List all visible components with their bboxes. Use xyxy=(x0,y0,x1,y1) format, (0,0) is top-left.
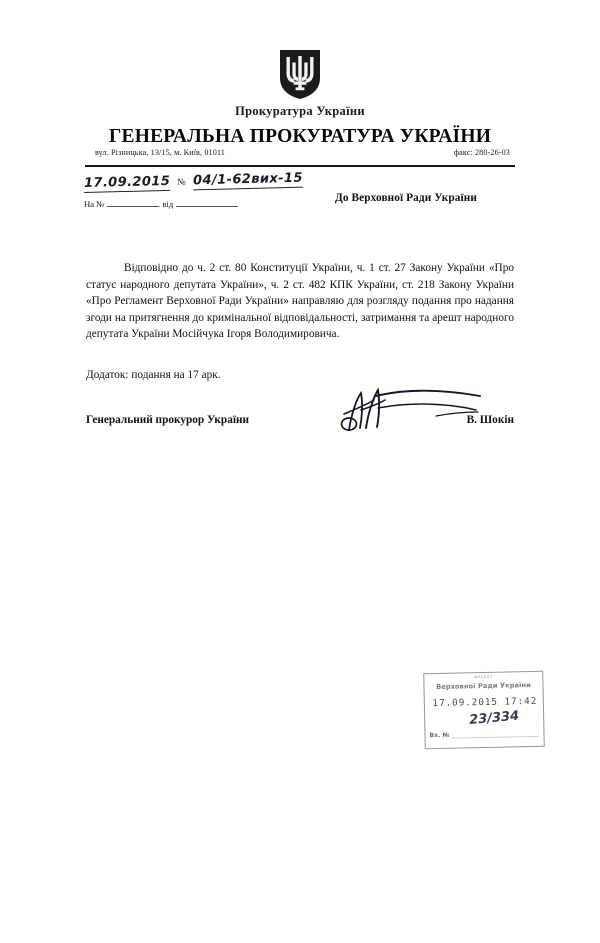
stamp-header: Апарат xyxy=(473,674,493,681)
incoming-stamp xyxy=(423,671,545,749)
ukraine-trident-emblem-icon xyxy=(278,48,322,100)
reply-number-label: На № xyxy=(84,199,105,209)
reply-number-blank xyxy=(107,198,159,207)
stamp-datetime: 17.09.2015 17:42 xyxy=(432,695,538,710)
signatory-title: Генеральний прокурор України xyxy=(86,414,249,426)
organization-name: Прокуратура України xyxy=(235,104,365,118)
postal-address: вул. Різницька, 13/15, м. Київ, 01011 xyxy=(95,148,225,157)
reply-date-label: від xyxy=(162,199,174,209)
addressee: До Верховної Ради України xyxy=(335,192,477,204)
attachment-note: Додаток: подання на 17 арк. xyxy=(86,369,221,381)
number-symbol-label: № xyxy=(177,176,187,187)
stamp-incoming-label: Вх. № xyxy=(429,731,450,740)
reply-reference-line xyxy=(84,198,334,209)
stamp-incoming-rule xyxy=(453,736,539,739)
outgoing-date-handwritten: 17.09.2015 xyxy=(83,173,171,191)
letterhead-contact-row xyxy=(95,148,510,157)
signature-row xyxy=(86,414,514,426)
stamp-incoming-number: 23/334 xyxy=(468,708,520,729)
reply-date-blank xyxy=(176,198,238,207)
letterhead xyxy=(0,48,600,148)
reference-handwritten-line xyxy=(84,170,334,191)
stamp-organization: Верховної Ради України xyxy=(436,681,531,691)
fax-number: факс: 280-26-03 xyxy=(453,148,510,157)
page-title: ГЕНЕРАЛЬНА ПРОКУРАТУРА УКРАЇНИ xyxy=(108,126,492,147)
reference-block xyxy=(83,170,334,209)
signatory-name: В. Шокін xyxy=(466,414,514,426)
outgoing-number-handwritten: 04/1-62вих-15 xyxy=(192,170,304,189)
body-paragraph: Відповідно до ч. 2 ст. 80 Конституції України, ч. 1 ст. 27 Закону України «Про статус народного депутата України», ч. 2 ст. 482 КПК України, ст. 218 Закону України «Про Регламент Верховної Ради України» направляю для розгляду подання про надання згоди на притягнення до кримінальної відповідальності, затримання та арешт народного депутата України Мосійчука Ігоря Володимировича. xyxy=(86,262,514,341)
handwritten-signature-icon xyxy=(340,386,485,434)
letterhead-divider xyxy=(85,165,515,167)
